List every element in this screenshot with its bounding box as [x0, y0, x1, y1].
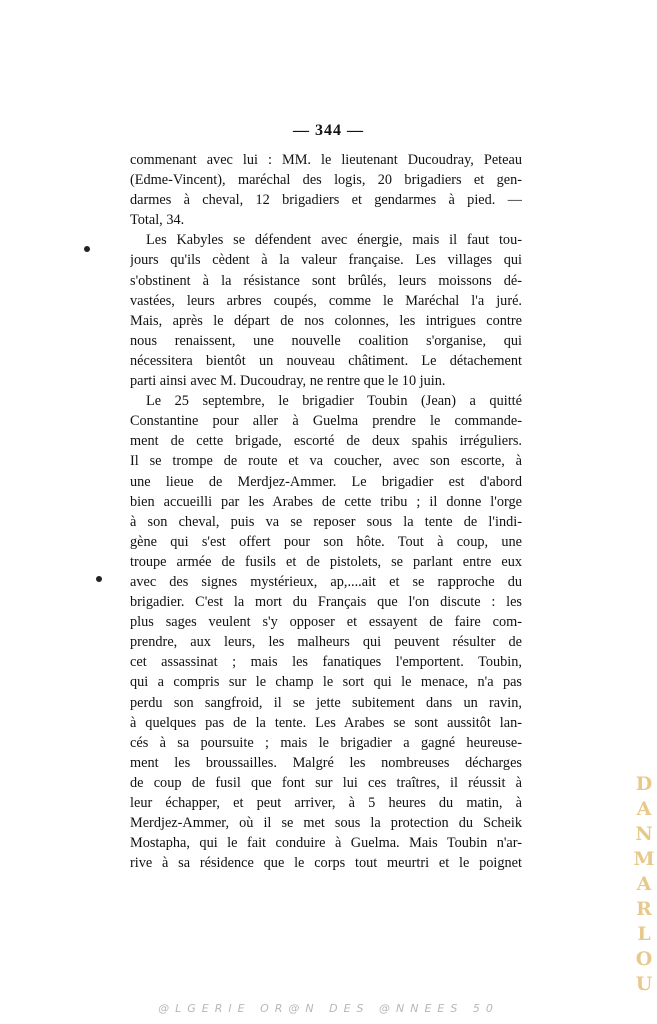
text-line: nous renaissent, une nouvelle coalition s'organise, qui	[130, 332, 522, 349]
text-line: qui a compris sur le champ le sort qui le menace, n'a pas	[130, 674, 522, 691]
watermark-letter: D	[635, 773, 653, 795]
text-line: cet assassinat ; mais les fanatiques l'emportent. Toubin,	[130, 654, 522, 671]
text-line: à quelques pas de la tente. Les Arabes se sont aussitôt lan-	[130, 714, 522, 731]
body-text	[130, 150, 522, 873]
footer-caption: @LGERIE OR@N DES @NNEES 50	[158, 1002, 499, 1015]
watermark-danmarlou	[629, 772, 657, 997]
text-line: Le 25 septembre, le brigadier Toubin (Jean) a quitté	[146, 393, 522, 410]
watermark-letter: M	[633, 848, 655, 870]
watermark-letter: L	[637, 923, 651, 945]
text-line: vastées, leurs arbres coupés, comme le Maréchal l'a juré.	[130, 292, 522, 309]
text-line: plus sages veulent s'y opposer et essayent de faire com-	[130, 614, 522, 631]
text-line: gène qui s'est offert pour son hôte. Tout à coup, une	[130, 533, 522, 550]
text-line: jours qu'ils cèdent à la valeur française. Les villages qui	[130, 252, 522, 269]
text-line: Constantine pour aller à Guelma prendre le commande-	[130, 413, 522, 430]
text-line: s'obstinent à la résistance sont brûlés, leurs moissons dé-	[130, 272, 522, 289]
text-line: avec des signes mystérieux, ap,....ait et se rapproche du	[130, 573, 522, 590]
text-line: de coup de fusil que font sur lui ces traîtres, il réussit à	[130, 774, 522, 791]
text-line: prendre, aux leurs, les malheurs qui peuvent résulter de	[130, 634, 522, 651]
watermark-letter: A	[636, 798, 652, 820]
watermark-letter: R	[636, 898, 652, 920]
watermark-letter: O	[635, 948, 653, 970]
watermark-letter: U	[635, 973, 653, 995]
margin-dot	[84, 246, 90, 252]
watermark-letter: N	[635, 823, 653, 845]
text-line: nécessitera bientôt un nouveau châtiment. Le détachement	[130, 352, 522, 369]
text-line: brigadier. C'est la mort du Français que l'on discute : les	[130, 594, 522, 611]
watermark-letter: A	[636, 873, 652, 895]
text-line: Mostapha, qui le fait conduire à Guelma. Mais Toubin n'ar-	[130, 835, 522, 852]
text-line: bien accueilli par les Arabes de cette tribu ; il donne l'orge	[130, 493, 522, 510]
text-line: Mais, après le départ de nos colonnes, les intrigues contre	[130, 312, 522, 329]
text-line: commenant avec lui : MM. le lieutenant Ducoudray, Peteau	[130, 152, 522, 168]
text-line: parti ainsi avec M. Ducoudray, ne rentre que le 10 juin.	[130, 373, 446, 390]
text-line: cés à sa poursuite ; mais le brigadier a gagné heureuse-	[130, 734, 522, 751]
text-line: Merdjez-Ammer, où il se met sous la protection du Scheik	[130, 815, 522, 832]
page-number: — 344 —	[293, 122, 364, 139]
text-line: Les Kabyles se défendent avec énergie, mais il faut tou-	[146, 232, 522, 249]
text-line: (Edme-Vincent), maréchal des logis, 20 brigadiers et gen-	[130, 172, 522, 189]
text-line: leur échapper, et peut arriver, à 5 heures du matin, à	[130, 795, 522, 811]
text-line: troupe armée de fusils et de pistolets, se parlant entre eux	[130, 553, 522, 570]
text-line: perdu son sangfroid, il se jette subitement dans un ravin,	[130, 694, 522, 711]
text-line: ment de cette brigade, escorté de deux spahis irréguliers.	[130, 433, 522, 450]
margin-dot	[96, 576, 102, 582]
text-line: Il se trompe de route et va coucher, avec son escorte, à	[130, 453, 522, 470]
text-line: ment les broussailles. Malgré les nombreuses décharges	[130, 754, 522, 771]
text-line: rive à sa résidence que le corps tout meurtri et le poignet	[130, 855, 522, 872]
text-line: à son cheval, puis va se reposer sous la tente de l'indi-	[130, 513, 522, 530]
text-line: Total, 34.	[130, 212, 185, 229]
text-line: une lieue de Merdjez-Ammer. Le brigadier est d'abord	[130, 473, 522, 490]
text-line: darmes à cheval, 12 brigadiers et gendarmes à pied. —	[130, 192, 522, 209]
